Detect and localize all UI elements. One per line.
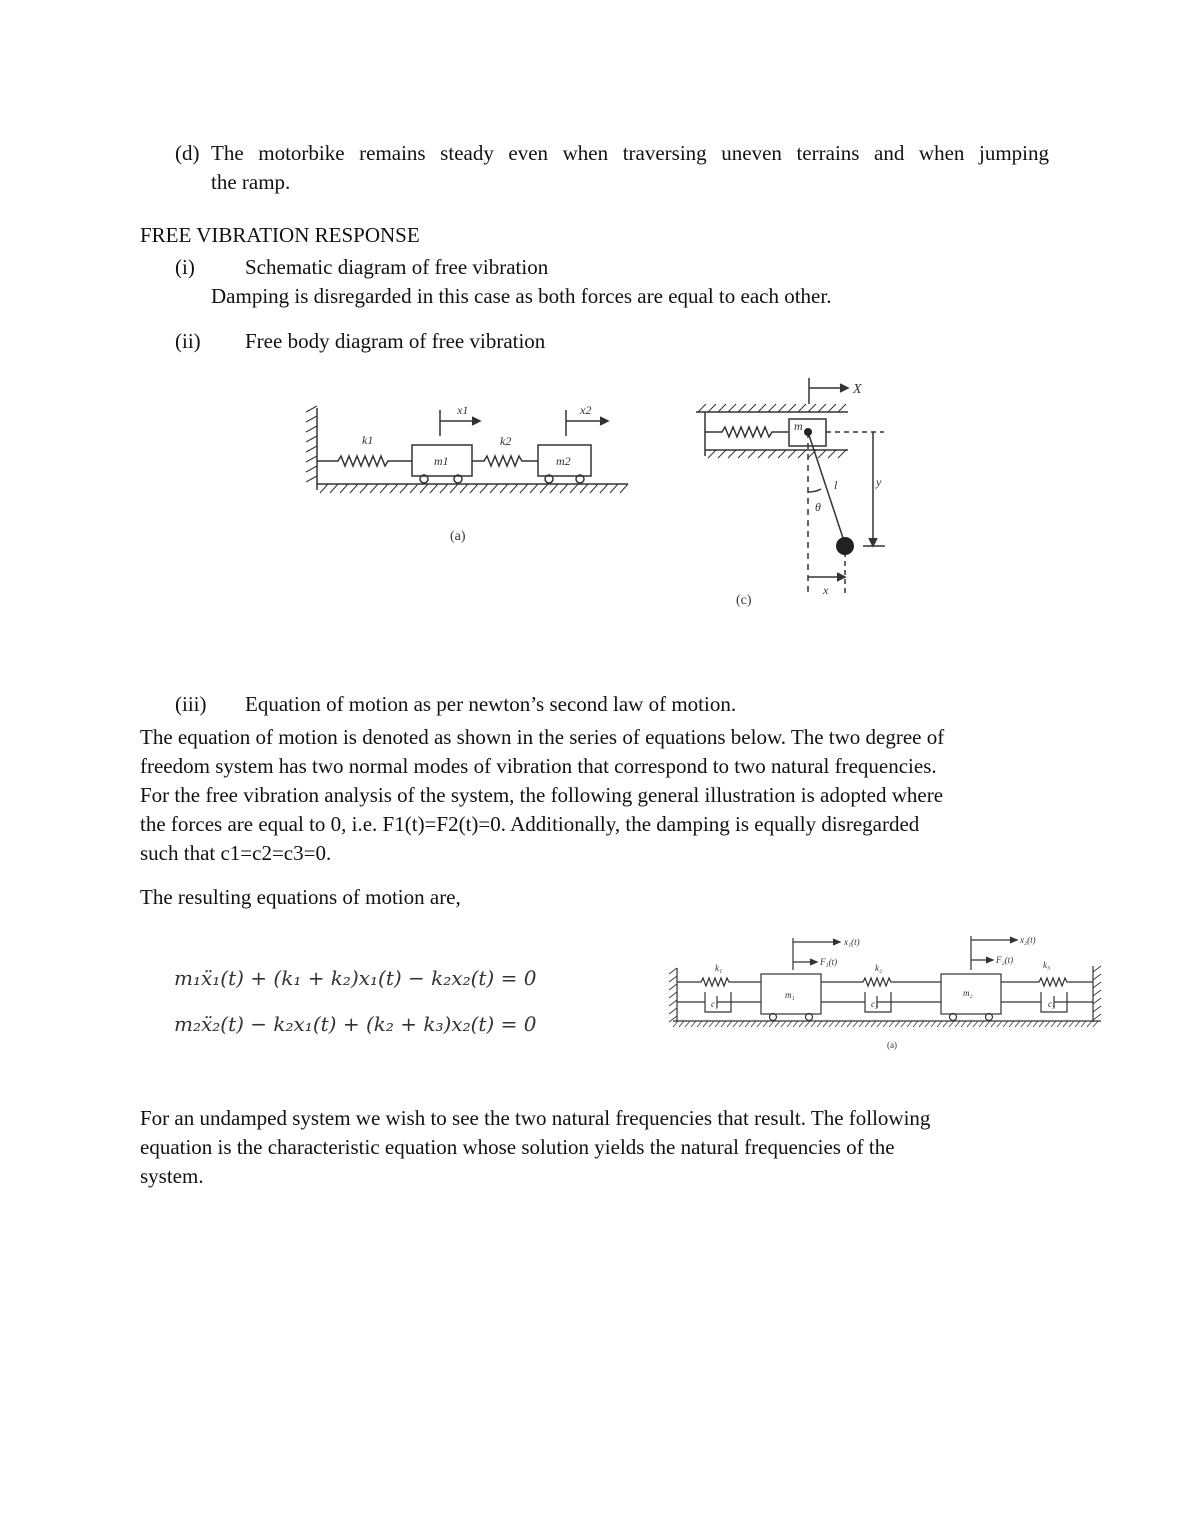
list-item-ii: Free body diagram of free vibration	[245, 329, 546, 353]
para3-line2: equation is the characteristic equation whose solution yields the natural frequencies of the	[140, 1135, 895, 1159]
item-d-line1: The motorbike remains steady even when traversing uneven terrains and when jumping	[211, 141, 1049, 165]
label-b-F1t: F₁(t)	[820, 957, 838, 967]
figure-damped-two-mass-system	[665, 930, 1105, 1055]
label-l: l	[834, 478, 838, 492]
item-d-line2: the ramp.	[211, 170, 291, 194]
section-heading: FREE VIBRATION RESPONSE	[140, 223, 420, 247]
label-x1: x1	[457, 403, 469, 417]
label-b-k3: k₃	[1043, 960, 1051, 970]
label-b-m1: m₁	[785, 990, 795, 1000]
label-b-c3: c₃	[1048, 999, 1056, 1009]
equation-1: m₁ẍ₁(t) + (k₁ + k₂)x₁(t) − k₂x₂(t) = 0	[174, 966, 537, 990]
para1-line1: The equation of motion is denoted as shown in the series of equations below. The two degree of	[140, 725, 945, 749]
figure-a-caption: (a)	[450, 529, 466, 544]
label-X: X	[853, 382, 862, 397]
para1-line5: such that c1=c2=c3=0.	[140, 841, 332, 865]
para3-line3: system.	[140, 1164, 204, 1188]
para2: The resulting equations of motion are,	[140, 885, 461, 909]
equation-2: m₂ẍ₂(t) − k₂x₁(t) + (k₂ + k₃)x₂(t) = 0	[174, 1012, 537, 1036]
list-marker-i: (i)	[175, 255, 195, 279]
figure-b-caption: (a)	[887, 1040, 897, 1050]
figure-c-caption: (c)	[736, 593, 752, 608]
figure-pendulum-system	[688, 374, 898, 614]
label-y: y	[876, 475, 882, 489]
figure-two-mass-system	[300, 398, 640, 553]
label-k2: k2	[500, 434, 512, 448]
label-b-c2: c₂	[871, 999, 879, 1009]
list-marker-d: (d)	[175, 141, 200, 165]
label-m1: m1	[434, 454, 449, 468]
damping-note: Damping is disregarded in this case as both forces are equal to each other.	[211, 284, 832, 308]
list-marker-iii: (iii)	[175, 692, 207, 716]
label-b-k2: k₂	[875, 963, 883, 973]
label-b-k1: k₁	[715, 963, 723, 973]
label-x2: x2	[580, 403, 592, 417]
list-item-iii: Equation of motion as per newton’s second law of motion.	[245, 692, 737, 716]
para1-line3: For the free vibration analysis of the system, the following general illustration is adopted where	[140, 783, 944, 807]
label-b-x2t: x₂(t)	[1020, 935, 1036, 945]
label-b-F2t: F₂(t)	[996, 955, 1014, 965]
label-m2: m2	[556, 454, 571, 468]
label-theta: θ	[815, 500, 821, 514]
para3-line1: For an undamped system we wish to see the two natural frequencies that result. The following	[140, 1106, 931, 1130]
label-b-m2: m₂	[963, 988, 973, 998]
label-k1: k1	[362, 433, 374, 447]
label-m: m	[794, 419, 803, 433]
label-b-x1t: x₁(t)	[844, 937, 860, 947]
para1-line2: freedom system has two normal modes of vibration that correspond to two natural frequencies.	[140, 754, 937, 778]
list-marker-ii: (ii)	[175, 329, 201, 353]
list-item-i: Schematic diagram of free vibration	[245, 255, 549, 279]
label-x: x	[823, 583, 829, 597]
label-b-c1: c₁	[711, 999, 719, 1009]
para1-line4: the forces are equal to 0, i.e. F1(t)=F2(t)=0. Additionally, the damping is equally disregarded	[140, 812, 920, 836]
